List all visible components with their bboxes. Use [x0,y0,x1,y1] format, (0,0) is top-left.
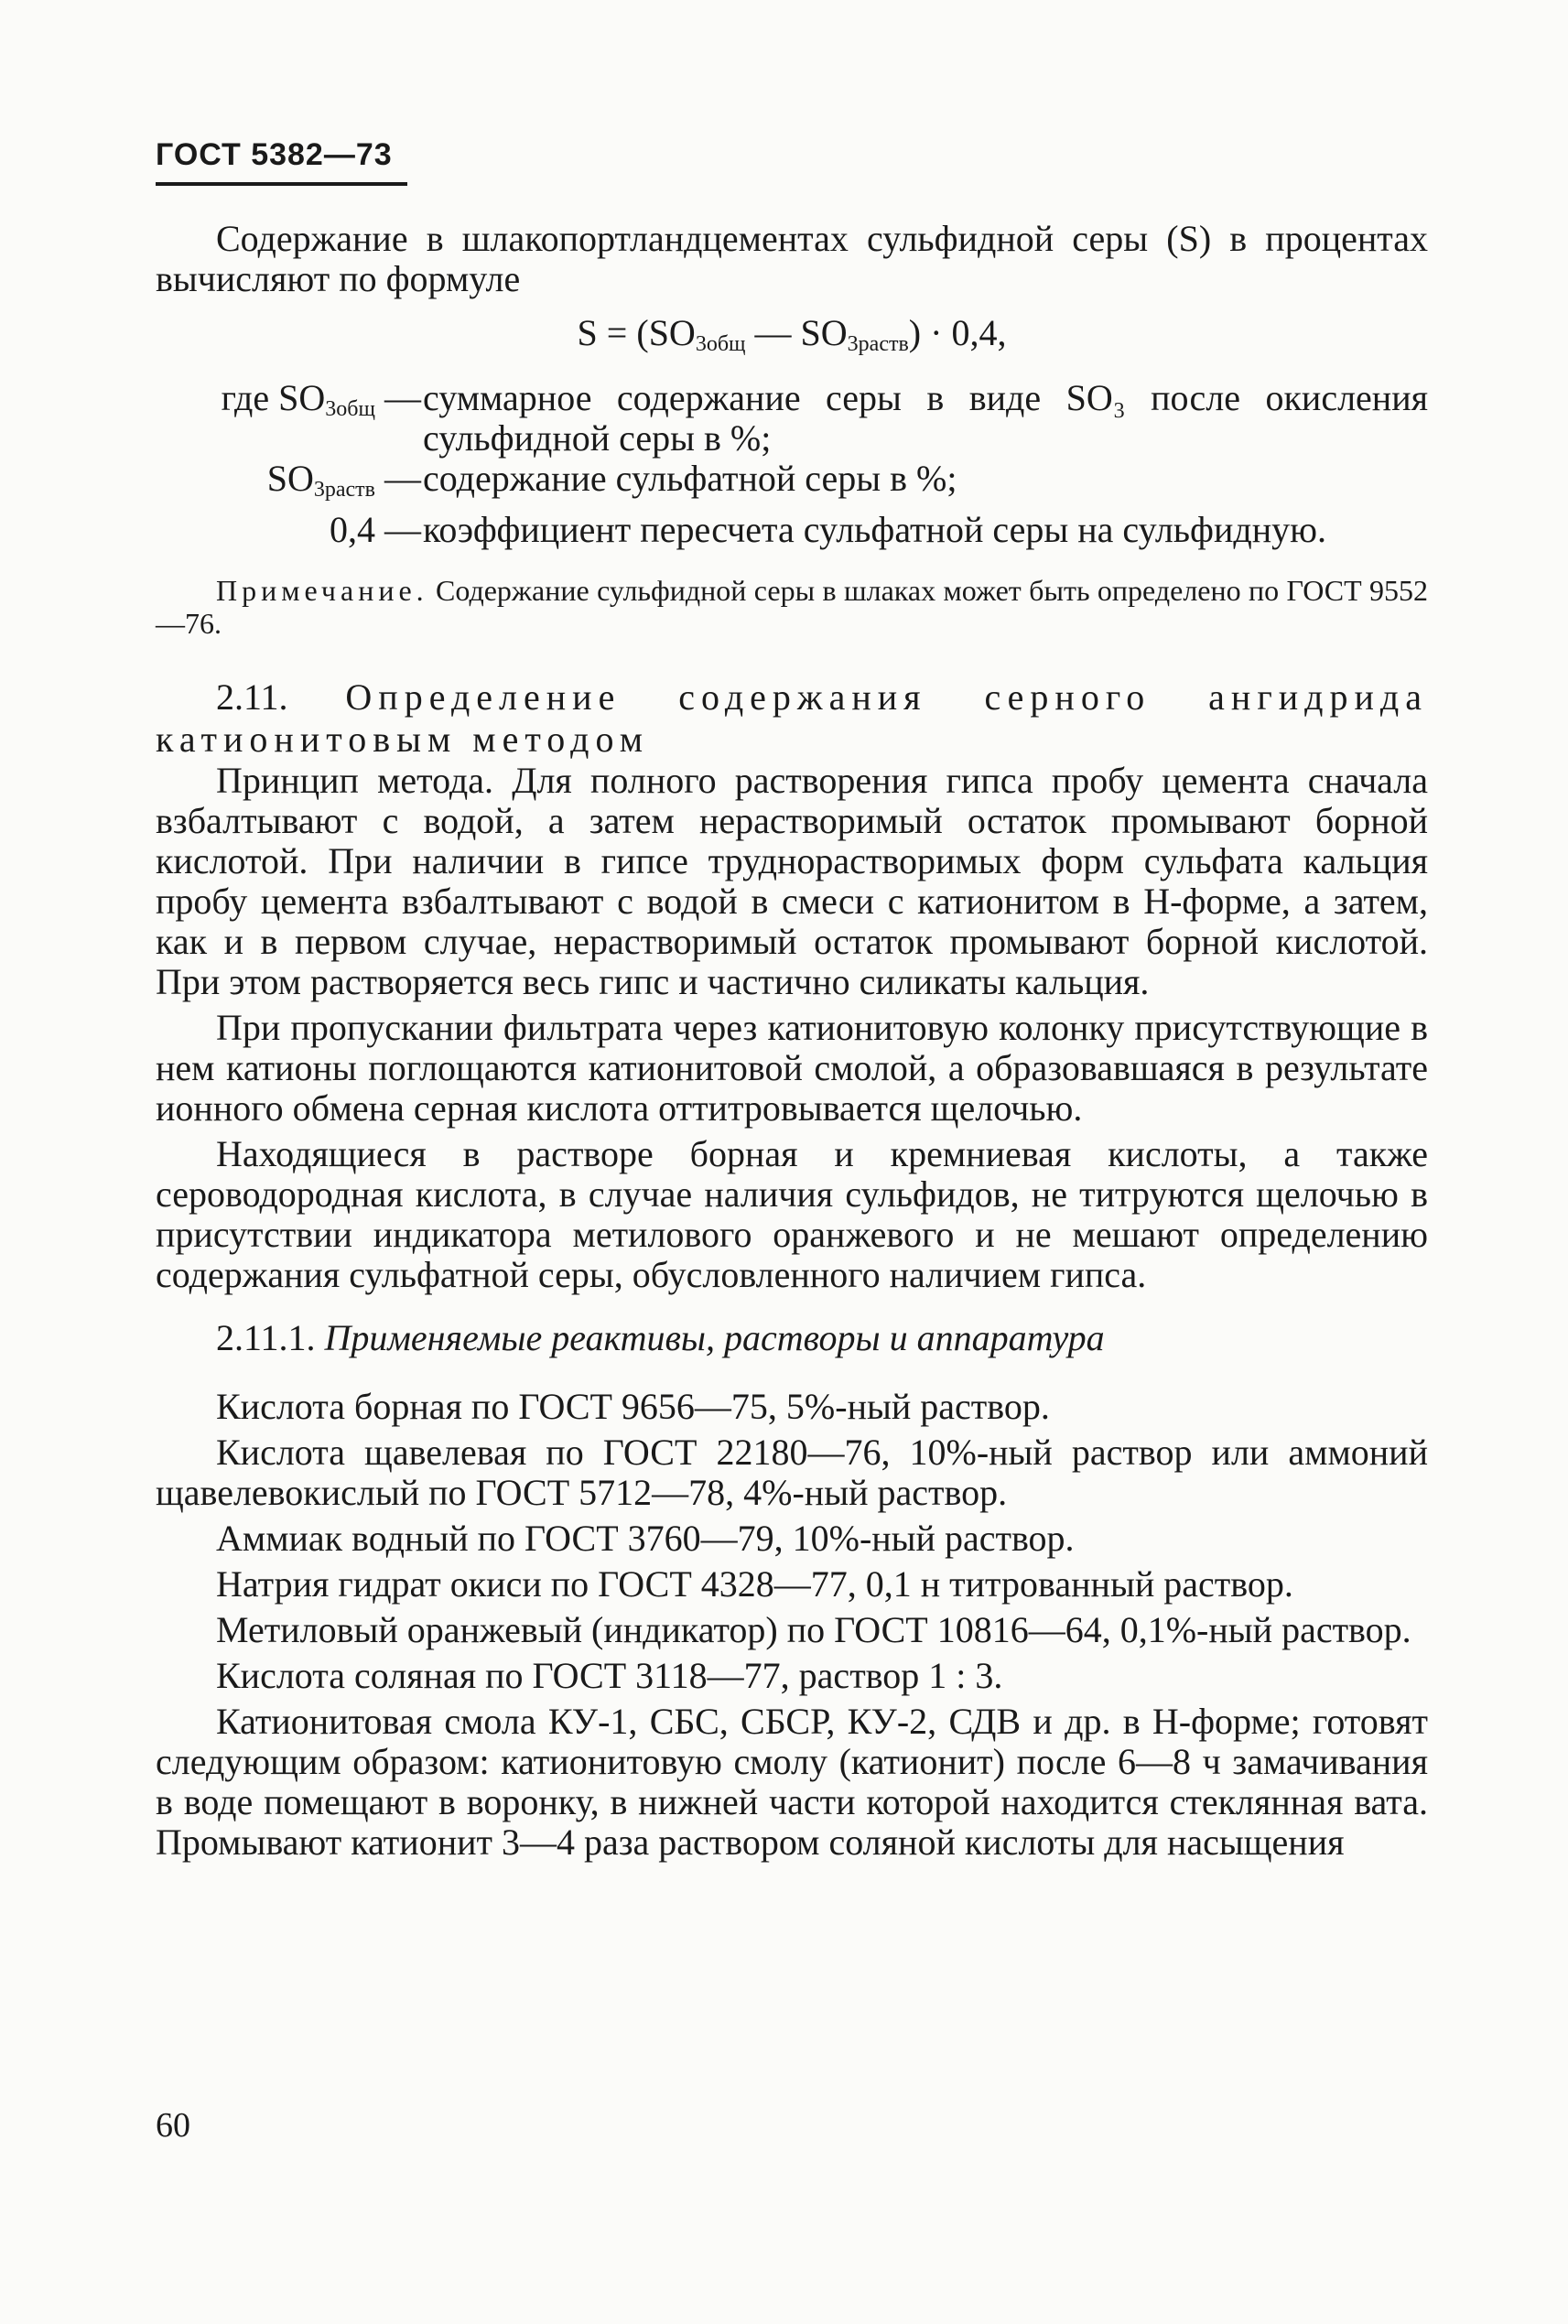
intro-paragraph: Содержание в шлакопортландцементах сульфидной серы (S) в процентах вычисляют по формуле [156,218,1428,299]
definition-row [156,459,1428,510]
page-number: 60 [156,2106,190,2145]
where-lead: где [221,377,270,418]
formula-definitions [156,378,1428,550]
formula-sub-sol: раств [858,332,909,356]
section-paragraph: При пропускании фильтрата через катионитовую колонку присутствующие в нем катионы поглощаются катионитовой смолой, а образовавшаяся в результате ионного обмена серная кислота оттитровывается щелочью. [156,1007,1428,1129]
definition-row [156,510,1428,550]
formula-lhs: S [577,312,598,353]
reagent-item: Катионитовая смола КУ-1, СБС, СБСР, КУ-2, СДВ и др. в Н-форме; готовят следующим образом: катионитовую смолу (катионит) после 6—8 ч замачивания в воде помещают в воронку, в нижней части которой находится стеклянная вата. Промывают катионит 3—4 раза раствором соляной кислоты для насыщения [156,1701,1428,1863]
section-title: Определение содержания серного ангидрида катионитовым методом [156,676,1428,760]
section-paragraph: Принцип метода. Для полного растворения гипса пробу цемента сначала взбалтывают с водой, а затем нерастворимый остаток промывают борной кислотой. При наличии в гипсе труднорастворимых форм сульфата кальция пробу цемента взбалтывают с водой в смеси с катионитом в Н-форме, а затем, как и в первом случае, нерастворимый остаток промывают борной кислотой. При этом растворяется весь гипс и частично силикаты кальция. [156,760,1428,1002]
sulfide-formula [156,310,1428,367]
note-text: Содержание сульфидной серы в шлаках может быть определено по ГОСТ 9552—76. [156,574,1428,640]
formula-three: 3 [695,332,707,356]
section-number: 2.11. [216,676,288,718]
subsection-heading [156,1317,1428,1359]
reagent-item: Аммиак водный по ГОСТ 3760—79, 10%-ный раствор. [216,1518,1075,1559]
reagent-item: Кислота борная по ГОСТ 9656—75, 5%-ный раствор. [216,1386,1050,1427]
definition-text: коэффициент пересчета сульфатной серы на сульфидную. [423,509,1327,550]
definition-term: где $SO_{3общ}$ — [221,377,421,421]
subsection-number: 2.11.1. [216,1317,316,1358]
formula-tail: ) · 0,4, [908,312,1007,353]
formula-so3: SO [648,312,696,353]
formula-so3-2: SO [800,312,848,353]
definition-term: 0,4 — [330,509,421,550]
document-header: ГОСТ 5382—73 [156,137,407,186]
reagent-item: Метиловый оранжевый (индикатор) по ГОСТ 10816—64, 0,1%-ный раствор. [216,1609,1411,1650]
reagent-item: Натрия гидрат окиси по ГОСТ 4328—77, 0,1 н титрованный раствор. [216,1563,1293,1605]
section-heading [156,676,1428,761]
note-label: Примечание. [216,574,428,607]
formula-eq: = ( [597,312,649,353]
document-page [156,137,1428,1863]
reagent-item: Кислота соляная по ГОСТ 3118—77, раствор 1 : 3. [216,1655,1003,1696]
formula-sub-total: общ [706,332,746,356]
definition-text: содержание сульфатной серы в %; [423,458,957,499]
definition-row [156,378,1428,459]
formula-three-2: 3 [847,332,859,356]
reagent-item: Кислота щавелевая по ГОСТ 22180—76, 10%-ный раствор или аммоний щавелевокислый по ГОСТ 5712—78, 4%-ный раствор. [156,1432,1428,1513]
formula-minus: — [745,312,801,353]
subsection-title: Применяемые реактивы, растворы и аппаратура [315,1317,1105,1358]
definition-text: суммарное содержание серы в виде SO₃ после окисления сульфидной серы в %; [423,377,1428,459]
note-paragraph [156,574,1428,640]
definition-term: $SO_{3раств}$ — [266,458,421,502]
section-paragraph: Находящиеся в растворе борная и кремниевая кислоты, а также сероводородная кислота, в случае наличия сульфидов, не титруются щелочью в присутствии индикатора метилового оранжевого и не мешают определению содержания сульфатной серы, обусловленного наличием гипса. [156,1133,1428,1295]
